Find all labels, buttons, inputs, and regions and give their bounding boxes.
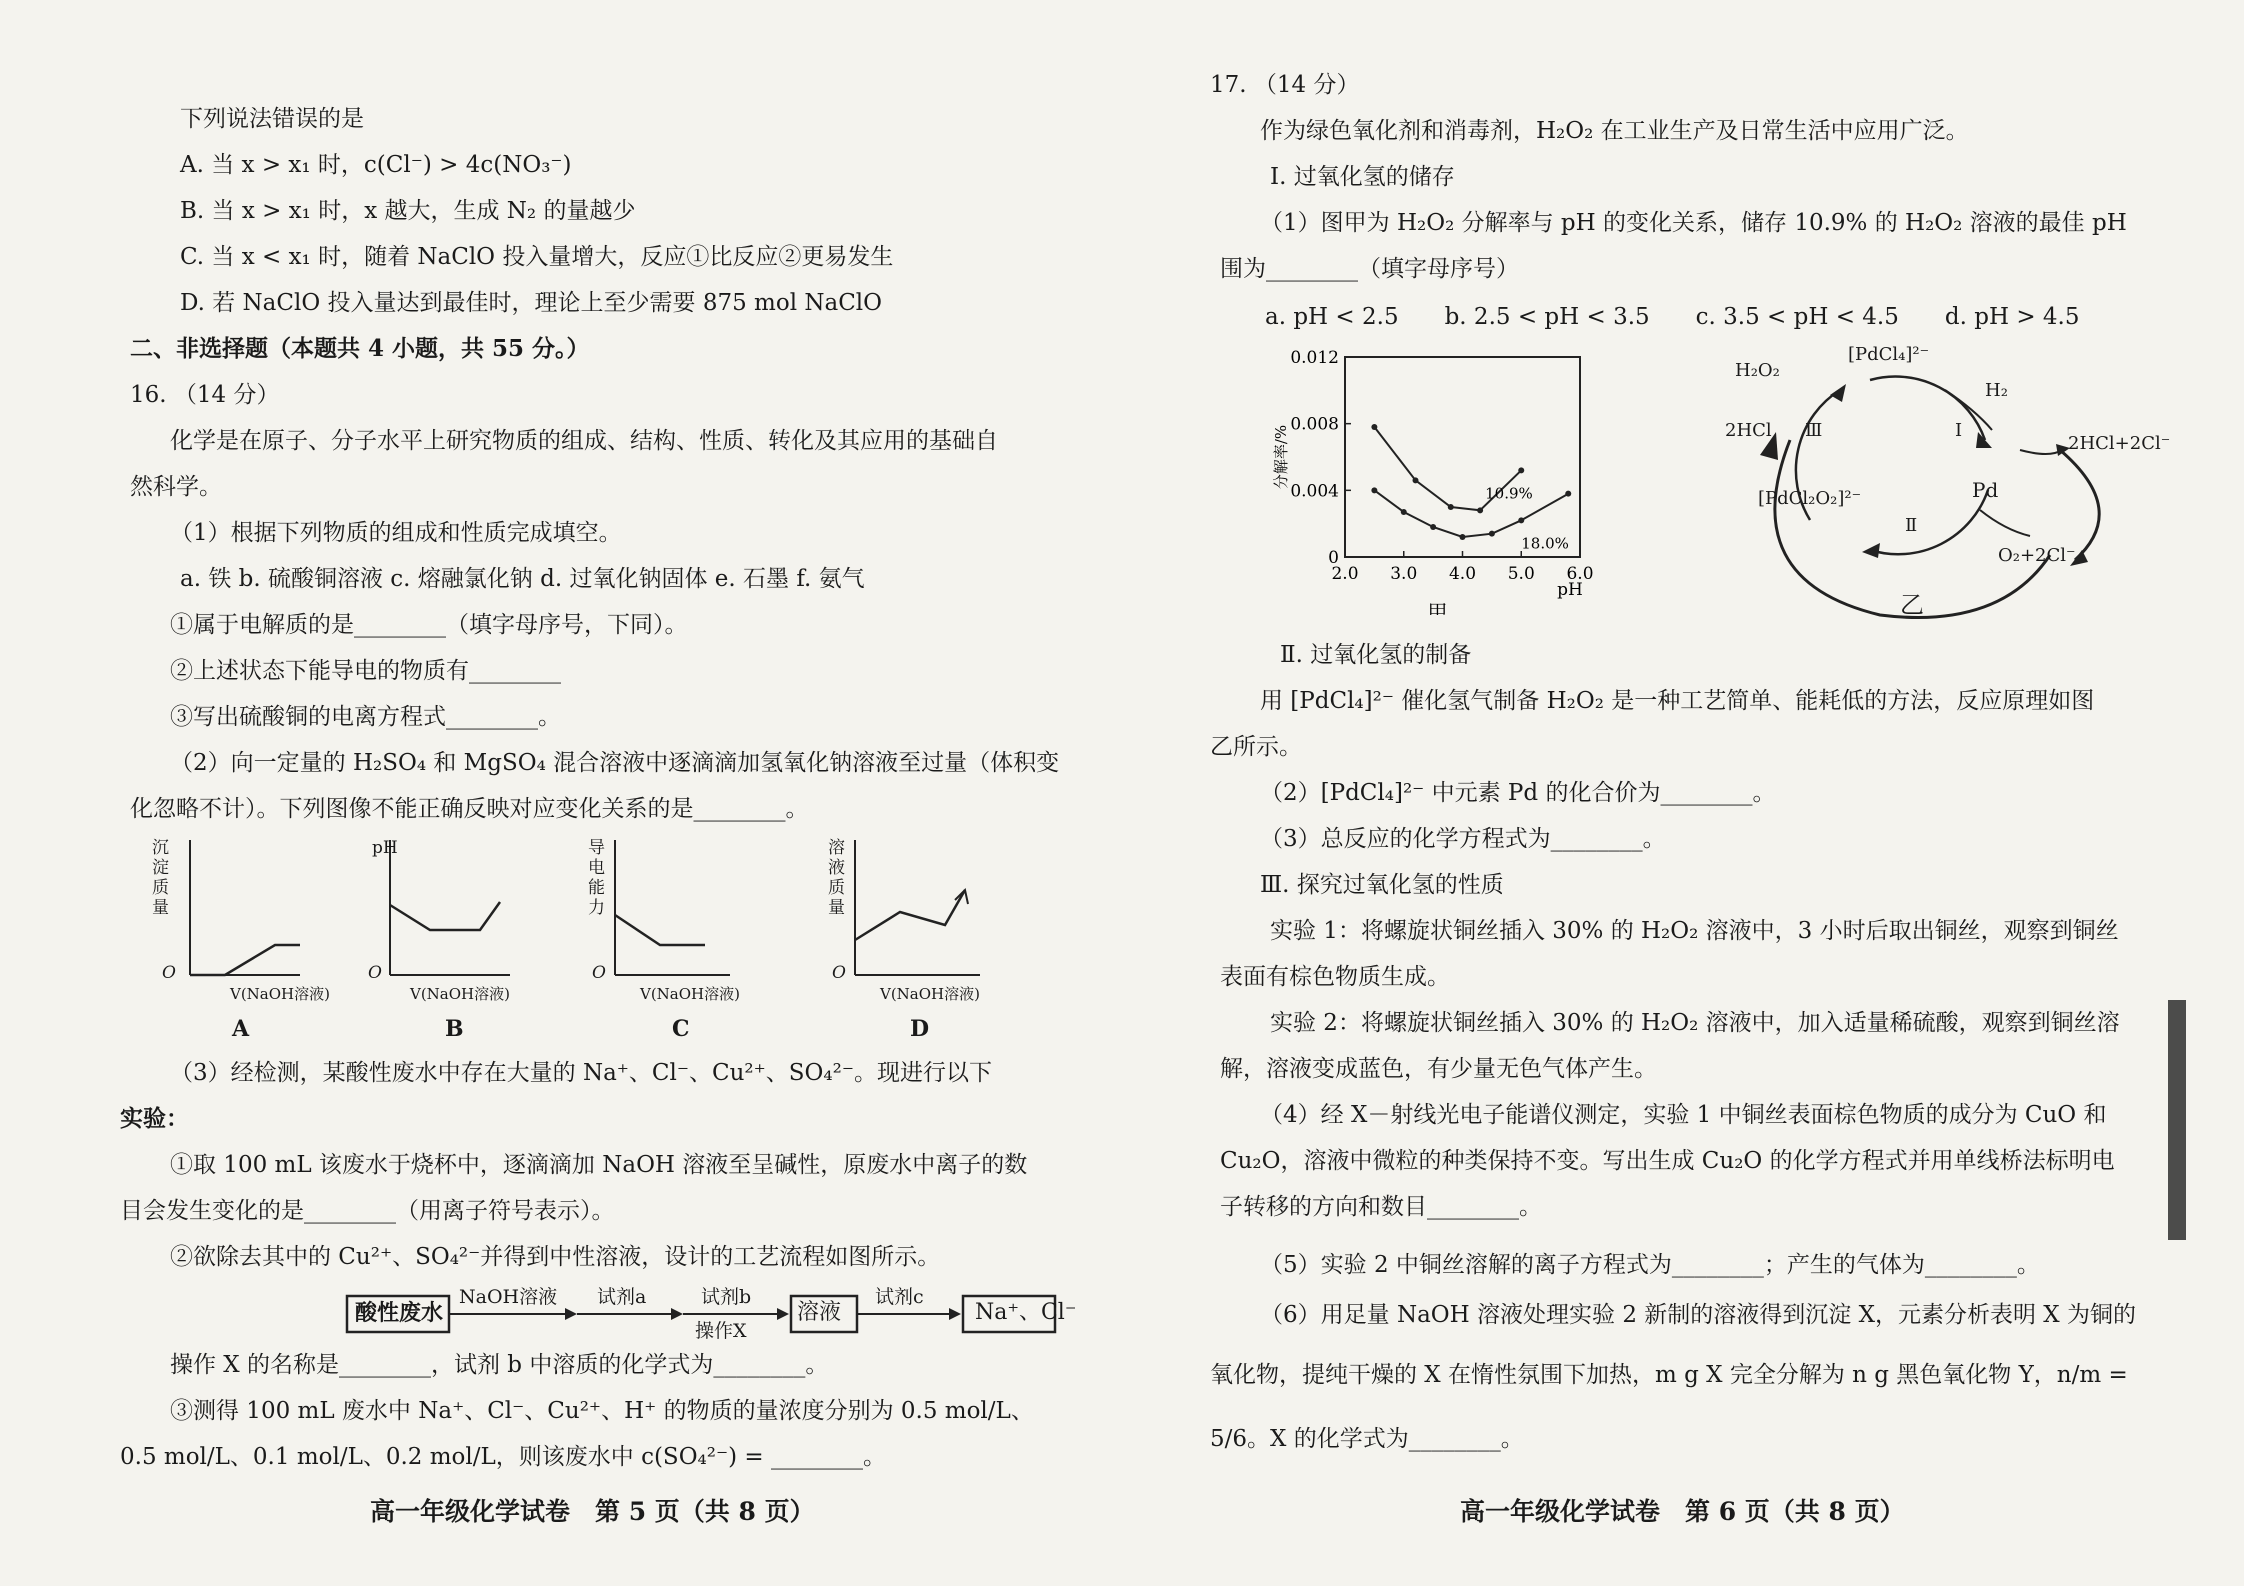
graph-a-curve — [190, 945, 300, 975]
flow-arrow1-label: NaOH溶液 — [459, 1286, 558, 1308]
series-2-point — [1518, 517, 1524, 523]
flow-box3-label: Na⁺、Cl⁻ — [975, 1300, 1077, 1325]
q17-q6-line1: （6）用足量 NaOH 溶液处理实验 2 新制的溶液得到沉淀 X，元素分析表明 X 为铜的 — [1260, 1302, 2136, 1328]
q16-intro-line2: 然科学。 — [130, 474, 222, 500]
x-tick-label: 2.0 — [1331, 564, 1359, 584]
q17-section-2: Ⅱ. 过氧化氢的制备 — [1280, 642, 1472, 668]
flow-arrow2-label: 试剂a — [597, 1286, 647, 1308]
flow-arrow3-top: 试剂b — [701, 1286, 752, 1308]
cycle-label-step1: Ⅰ — [1955, 420, 1963, 441]
q16-exp3-line2: 0.5 mol/L、0.1 mol/L、0.2 mol/L，则该废水中 c(SO₄²⁻) = ________。 — [120, 1444, 886, 1470]
series-2-point — [1489, 531, 1495, 537]
series-2-point — [1401, 509, 1407, 515]
cycle-label-h2o2: H₂O₂ — [1735, 360, 1780, 381]
process-flow — [235, 1288, 1095, 1358]
q17-options: a. pH < 2.5 b. 2.5 < pH < 3.5 c. 3.5 < pH < 4.5 d. pH > 4.5 — [1265, 304, 2080, 330]
q15-stem: 下列说法错误的是 — [180, 106, 364, 132]
graph-a-origin: O — [162, 963, 176, 983]
q16-intro-line1: 化学是在原子、分子水平上研究物质的组成、结构、性质、转化及其应用的基础自 — [170, 428, 998, 454]
series-2-point — [1460, 534, 1466, 540]
flow-box2-label: 溶液 — [797, 1300, 842, 1325]
graph-c-xlabel: V(NaOH溶液) — [640, 985, 740, 1003]
q16-exp1-line2: 目会发生变化的是________（用离子符号表示）。 — [120, 1198, 615, 1224]
series-label-1: 10.9% — [1485, 484, 1533, 503]
q16-part2-line2: 化忽略不计）。下列图像不能正确反映对应变化关系的是________。 — [130, 796, 809, 822]
q16-part2-line1: （2）向一定量的 H₂SO₄ 和 MgSO₄ 混合溶液中逐滴滴加氢氧化钠溶液至过量（体积变 — [170, 750, 1060, 776]
q16-sub1: ①属于电解质的是________（填字母序号，下同）。 — [170, 612, 688, 638]
q17-q3: （3）总反应的化学方程式为________。 — [1260, 826, 1666, 852]
q16-exp3-line1: ③测得 100 mL 废水中 Na⁺、Cl⁻、Cu²⁺、H⁺ 的物质的量浓度分别为 0.5 mol/L、 — [170, 1398, 1034, 1424]
q16-part1: （1）根据下列物质的组成和性质完成填空。 — [170, 520, 622, 546]
graph-d-curve — [855, 890, 965, 940]
q16-heading: 16. （14 分） — [130, 382, 280, 408]
cycle-label-o2-2cl: O₂+2Cl⁻ — [1998, 545, 2076, 566]
graph-c-ylabel: 导电能力 — [588, 838, 605, 918]
series-1-point — [1477, 507, 1483, 513]
q17-q5: （5）实验 2 中铜丝溶解的离子方程式为________；产生的气体为________。 — [1260, 1252, 2040, 1278]
q17-q6-line3: 5/6。X 的化学式为________。 — [1210, 1426, 1524, 1452]
series-2-point — [1565, 491, 1571, 497]
q15-option-a: A. 当 x > x₁ 时，c(Cl⁻) > 4c(NO₃⁻) — [180, 152, 572, 178]
q16-exp2-question: 操作 X 的名称是________，试剂 b 中溶质的化学式为________。 — [170, 1352, 829, 1378]
q15-option-d: D. 若 NaClO 投入量达到最佳时，理论上至少需要 875 mol NaClO — [180, 290, 883, 316]
cycle-yi-svg — [1730, 340, 2150, 630]
chart-jia-frame — [1345, 357, 1580, 557]
q17-q4-line3: 子转移的方向和数目________。 — [1220, 1194, 1542, 1220]
cycle-label-pdcl4: [PdCl₄]²⁻ — [1848, 344, 1930, 365]
q17-exp2-line2: 解，溶液变成蓝色，有少量无色气体产生。 — [1220, 1056, 1657, 1082]
cycle-label-step3: Ⅲ — [1805, 420, 1823, 441]
series-2-point — [1371, 487, 1377, 493]
page-6 — [1210, 0, 2200, 1586]
cycle-label-pdcl2o2: [PdCl₂O₂]²⁻ — [1758, 488, 1862, 509]
graph-b-origin: O — [368, 963, 382, 983]
x-tick-label: 5.0 — [1507, 564, 1535, 584]
flow-box1-label: 酸性废水 — [355, 1300, 444, 1326]
series-2-point — [1430, 524, 1436, 530]
graph-b-xlabel: V(NaOH溶液) — [410, 985, 510, 1003]
q17-intro: 作为绿色氧化剂和消毒剂，H₂O₂ 在工业生产及日常生活中应用广泛。 — [1260, 118, 1969, 144]
y-tick-label: 0 — [1328, 548, 1339, 568]
graph-c-origin: O — [592, 963, 606, 983]
cycle-label-2hcl: 2HCl — [1725, 420, 1772, 441]
q15-option-b: B. 当 x > x₁ 时，x 越大，生成 N₂ 的量越少 — [180, 198, 636, 224]
series-label-2: 18.0% — [1521, 534, 1569, 553]
chart-jia-svg — [1270, 345, 1600, 615]
cycle-label-h2: H₂ — [1985, 380, 2008, 401]
cycle-label-2hcl-2cl: 2HCl+2Cl⁻ — [2068, 433, 2171, 454]
y-tick-label: 0.004 — [1290, 481, 1339, 502]
q17-q4-line1: （4）经 X－射线光电子能谱仪测定，实验 1 中铜丝表面棕色物质的成分为 CuO 和 — [1260, 1102, 2107, 1128]
graph-d-origin: O — [832, 963, 846, 983]
cycle-label-step2: Ⅱ — [1905, 515, 1918, 536]
graph-c-curve — [615, 915, 705, 945]
graph-a-ylabel: 沉淀质量 — [152, 838, 169, 918]
q17-heading: 17. （14 分） — [1210, 72, 1360, 98]
q17-part1-line2: 围为________（填字母序号） — [1220, 256, 1519, 282]
q17-section-3: Ⅲ. 探究过氧化氢的性质 — [1260, 872, 1504, 898]
cycle-label-pd: Pd — [1972, 478, 1999, 502]
x-tick-label: 4.0 — [1448, 564, 1477, 584]
q17-part1-line1: （1）图甲为 H₂O₂ 分解率与 pH 的变化关系，储存 10.9% 的 H₂O₂ 溶液的最佳 pH — [1260, 210, 2127, 236]
series-1-point — [1371, 424, 1377, 430]
q17-exp1-line2: 表面有棕色物质生成。 — [1220, 964, 1450, 990]
q17-q2: （2）[PdCl₄]²⁻ 中元素 Pd 的化合价为________。 — [1260, 780, 1776, 806]
page-5 — [110, 0, 1077, 1586]
q16-exp1-line1: ①取 100 mL 该废水于烧杯中，逐滴滴加 NaOH 溶液至呈碱性，原废水中离子的数 — [170, 1152, 1028, 1178]
series-1-point — [1413, 477, 1419, 483]
chart-jia-xlabel: pH — [1557, 580, 1583, 600]
page-5-footer: 高一年级化学试卷 第 5 页（共 8 页） — [370, 1497, 815, 1526]
graph-a-letter: A — [232, 1016, 250, 1042]
q15-option-c: C. 当 x < x₁ 时，随着 NaClO 投入量增大，反应①比反应②更易发生 — [180, 244, 894, 270]
q16-sub3: ③写出硫酸铜的电离方程式________。 — [170, 704, 561, 730]
graph-b-curve — [390, 902, 500, 930]
graph-d-ylabel: 溶液质量 — [828, 838, 845, 918]
chart-jia — [1270, 345, 1600, 615]
section-2-heading: 二、非选择题（本题共 4 小题，共 55 分。） — [130, 335, 590, 362]
q16-substances: a. 铁 b. 硫酸铜溶液 c. 熔融氯化钠 d. 过氧化钠固体 e. 石墨 f. 氨气 — [180, 566, 865, 592]
q16-exp2: ②欲除去其中的 Cu²⁺、SO₄²⁻并得到中性溶液，设计的工艺流程如图所示。 — [170, 1244, 941, 1270]
cycle-caption: 乙 — [1900, 591, 1924, 619]
graph-d-xlabel: V(NaOH溶液) — [880, 985, 980, 1003]
x-tick-label: 3.0 — [1390, 564, 1418, 584]
flow-arrow3-bottom: 操作X — [695, 1320, 747, 1342]
q17-part2-line1: 用 [PdCl₄]²⁻ 催化氢气制备 H₂O₂ 是一种工艺简单、能耗低的方法，反应原理如图 — [1260, 688, 2095, 714]
scan-shadow — [2168, 1000, 2186, 1240]
series-1-point — [1448, 504, 1454, 510]
q16-part3-line1: （3）经检测，某酸性废水中存在大量的 Na⁺、Cl⁻、Cu²⁺、SO₄²⁻。现进行以下 — [170, 1060, 992, 1086]
y-tick-label: 0.008 — [1290, 414, 1339, 435]
chart-jia-ylabel: 分解率/% — [1272, 424, 1290, 490]
graph-b-ylabel: pH — [372, 838, 398, 858]
q17-section-1: Ⅰ. 过氧化氢的储存 — [1270, 164, 1455, 190]
graph-d-letter: D — [910, 1016, 930, 1042]
graph-c-letter: C — [672, 1016, 690, 1042]
page-6-footer: 高一年级化学试卷 第 6 页（共 8 页） — [1460, 1497, 1905, 1526]
graph-b-letter: B — [445, 1016, 464, 1042]
flow-arrow4-label: 试剂c — [875, 1286, 924, 1308]
graph-a-xlabel: V(NaOH溶液) — [230, 985, 330, 1003]
x-tick-label: 6.0 — [1566, 564, 1594, 584]
series-1-point — [1518, 467, 1524, 473]
q17-exp1-line1: 实验 1：将螺旋状铜丝插入 30% 的 H₂O₂ 溶液中，3 小时后取出铜丝，观察到铜丝 — [1270, 918, 2119, 944]
q17-q6-line2: 氧化物，提纯干燥的 X 在惰性氛围下加热，m g X 完全分解为 n g 黑色氧化物 Y，n/m = — [1210, 1362, 2128, 1388]
q17-exp2-line1: 实验 2：将螺旋状铜丝插入 30% 的 H₂O₂ 溶液中，加入适量稀硫酸，观察到铜丝溶 — [1270, 1010, 2120, 1036]
chart-jia-caption: 甲 — [1427, 600, 1448, 615]
y-tick-label: 0.012 — [1290, 348, 1339, 368]
cycle-yi — [1725, 340, 2171, 630]
q17-q4-line2: Cu₂O，溶液中微粒的种类保持不变。写出生成 Cu₂O 的化学方程式并用单线桥法标明电 — [1220, 1148, 2115, 1174]
q16-sub2: ②上述状态下能导电的物质有________ — [170, 658, 561, 684]
q16-part3-line2: 实验： — [120, 1105, 189, 1132]
q17-part2-line2: 乙所示。 — [1210, 734, 1302, 760]
